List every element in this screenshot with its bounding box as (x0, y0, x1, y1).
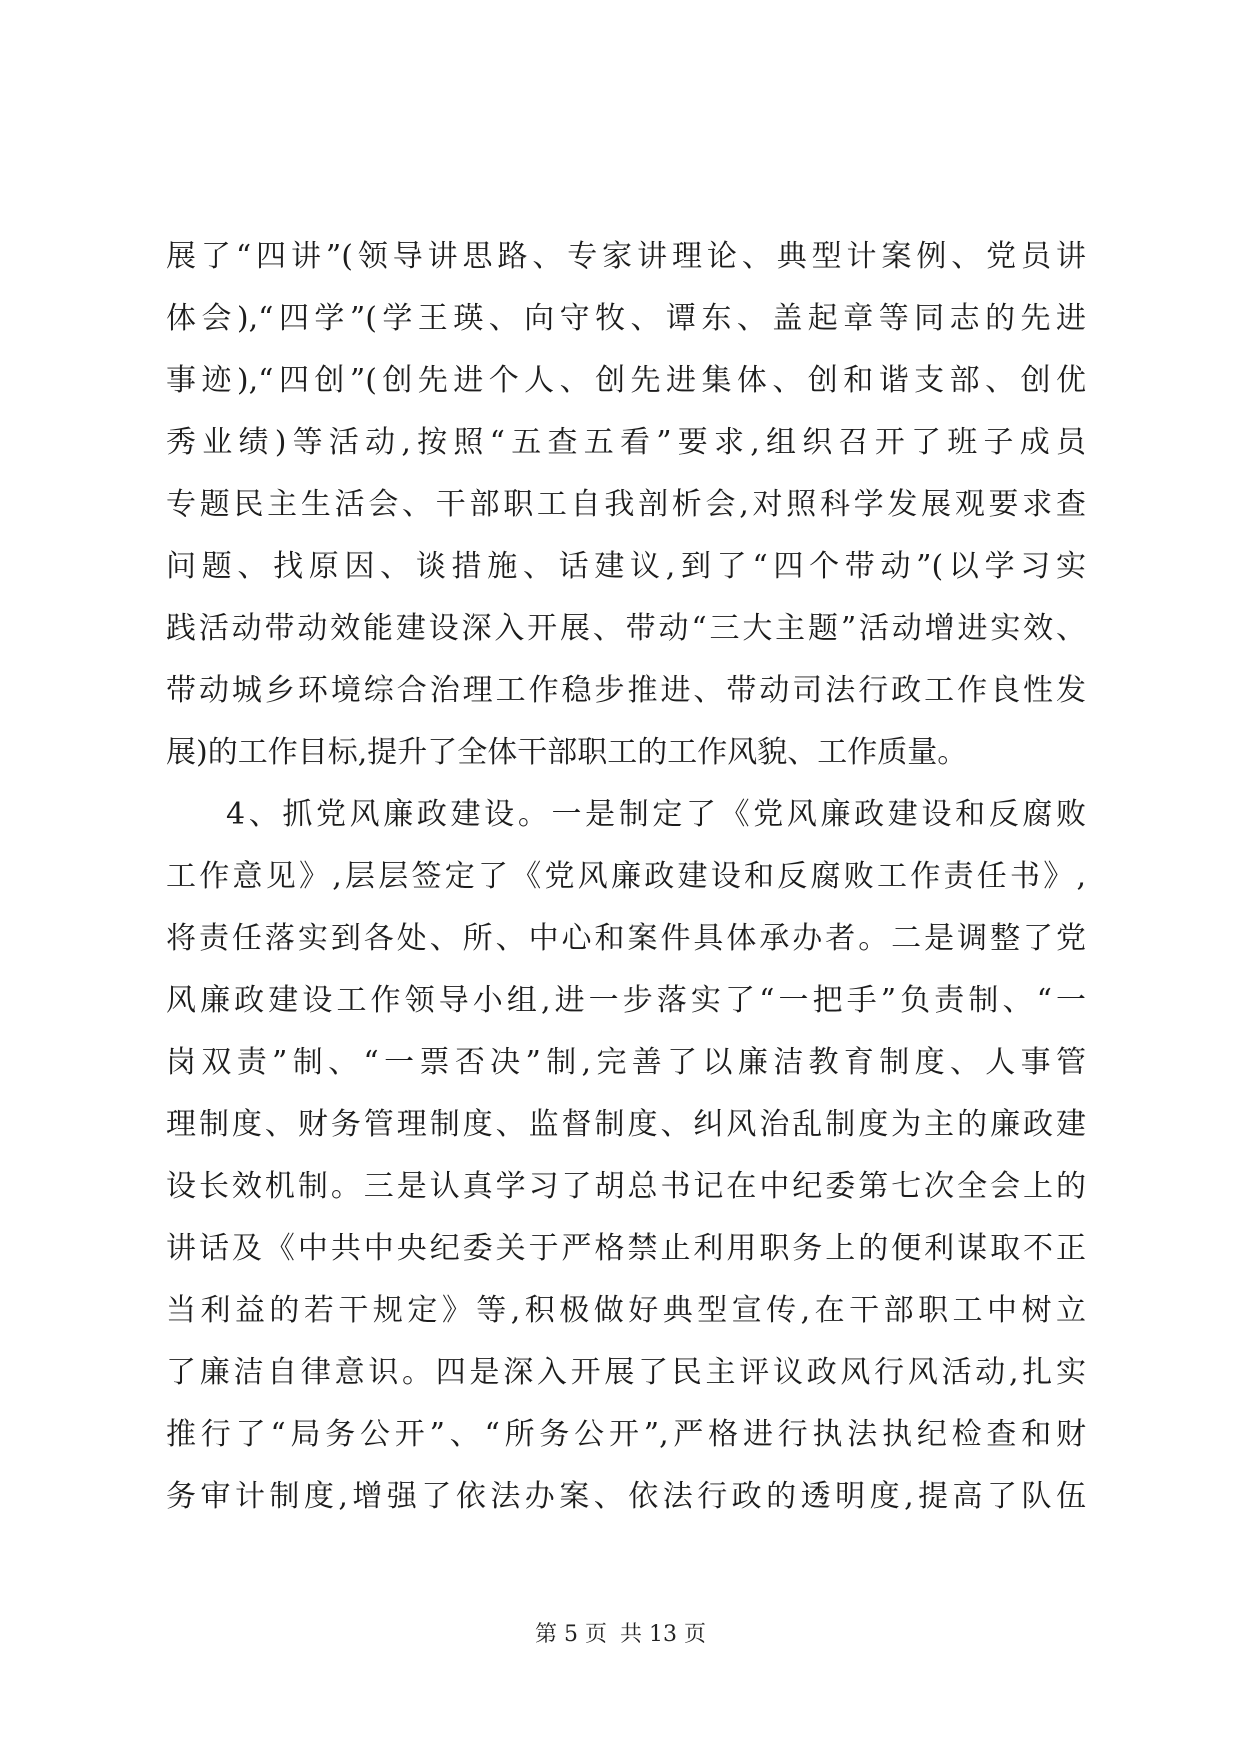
text-line: 4、抓党风廉政建设。一是制定了《党风廉政建设和反腐败 (226, 797, 1086, 832)
page-total: 共 13 页 (620, 1622, 706, 1647)
text-line: 事迹),“四创”(创先进个人、创先进集体、创和谐支部、创优 (166, 363, 1086, 398)
text-line: 展)的工作目标,提升了全体干部职工的工作风貌、工作质量。 (166, 735, 968, 770)
text-line: 专题民主生活会、干部职工自我剖析会,对照科学发展观要求查 (166, 487, 1086, 522)
text-line: 体会),“四学”(学王瑛、向守牧、谭东、盖起章等同志的先进 (166, 301, 1086, 336)
page-footer (0, 1620, 1241, 1650)
text-line: 务审计制度,增强了依法办案、依法行政的透明度,提高了队伍 (166, 1479, 1086, 1514)
text-line: 讲话及《中共中央纪委关于严格禁止利用职务上的便利谋取不正 (166, 1231, 1086, 1266)
text-line: 工作意见》,层层签定了《党风廉政建设和反腐败工作责任书》, (166, 859, 1086, 894)
text-line: 风廉政建设工作领导小组,进一步落实了“一把手”负责制、“一 (166, 983, 1086, 1018)
text-line: 问题、找原因、谈措施、话建议,到了“四个带动”(以学习实 (166, 549, 1086, 584)
text-line: 设长效机制。三是认真学习了胡总书记在中纪委第七次全会上的 (166, 1169, 1086, 1204)
text-line: 展了“四讲”(领导讲思路、专家讲理论、典型计案例、党员讲 (166, 239, 1086, 274)
text-line: 当利益的若干规定》等,积极做好典型宣传,在干部职工中树立 (166, 1293, 1086, 1328)
text-line: 带动城乡环境综合治理工作稳步推进、带动司法行政工作良性发 (166, 673, 1086, 708)
text-line: 践活动带动效能建设深入开展、带动“三大主题”活动增进实效、 (166, 611, 1086, 646)
text-line: 岗双责”制、“一票否决”制,完善了以廉洁教育制度、人事管 (166, 1045, 1086, 1080)
text-line: 秀业绩)等活动,按照“五查五看”要求,组织召开了班子成员 (166, 425, 1086, 460)
text-line: 推行了“局务公开”、“所务公开”,严格进行执法执纪检查和财 (166, 1417, 1086, 1452)
text-line: 了廉洁自律意识。四是深入开展了民主评议政风行风活动,扎实 (166, 1355, 1086, 1390)
text-line: 将责任落实到各处、所、中心和案件具体承办者。二是调整了党 (166, 921, 1086, 956)
text-line: 理制度、财务管理制度、监督制度、纠风治乱制度为主的廉政建 (166, 1107, 1086, 1142)
page-number: 第 5 页 (535, 1622, 607, 1647)
body-text (166, 226, 1086, 1528)
